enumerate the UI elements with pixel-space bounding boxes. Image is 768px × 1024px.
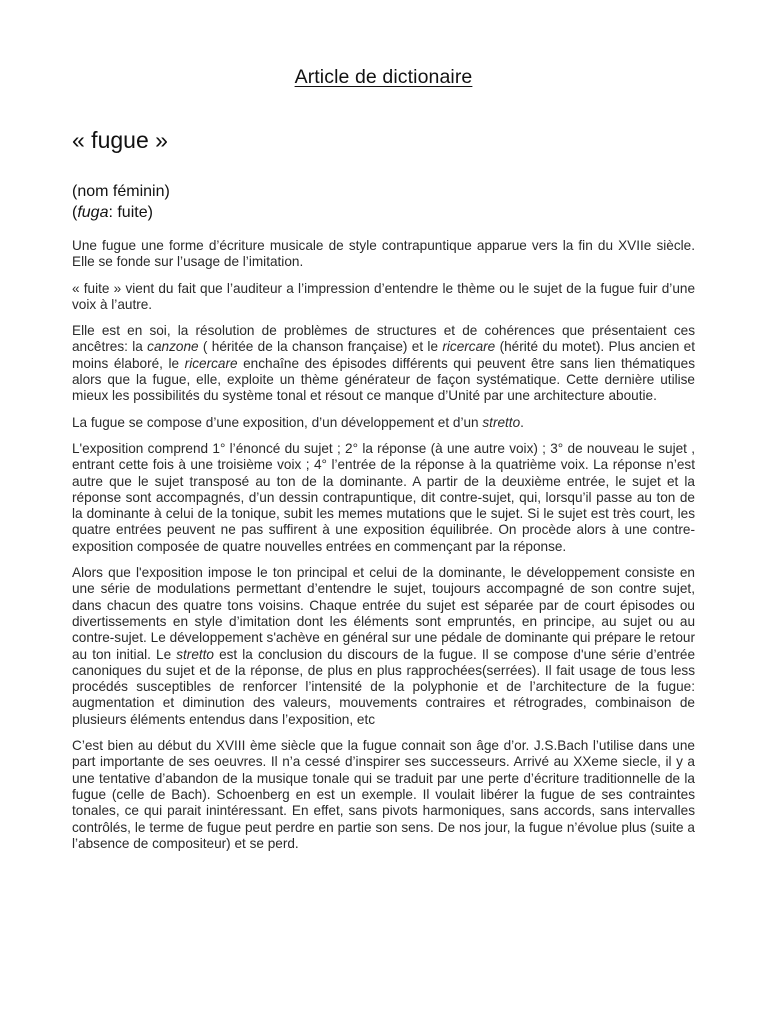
text-segment: (hérité du motet). Plus ancien et moins élaboré, le: [72, 339, 696, 371]
text-segment: .: [520, 414, 524, 430]
text-segment: (: [72, 204, 78, 221]
etymology: [72, 202, 695, 223]
text-segment: : fuite): [108, 204, 153, 221]
paragraph-structure: [72, 415, 695, 431]
paragraph-origins: [72, 323, 695, 404]
text-segment: Une fugue une forme d’écriture musicale de style contrapuntique apparue vers la fin du XVIIe siècle. Elle se fonde sur l’usage de l’imitation.: [72, 238, 695, 270]
text-segment: Elle est en soi, la résolution de problèmes de structures et de cohérences que présentaient ces ancêtres: la: [72, 323, 695, 355]
grammatical-category: (nom féminin): [72, 183, 170, 200]
italic-term: fuga: [77, 204, 109, 221]
paragraph-history: [72, 738, 695, 852]
paragraph-exposition: [72, 441, 695, 555]
italic-term: stretto: [176, 646, 214, 662]
italic-term: ricercare: [184, 355, 238, 371]
headword: « fugue »: [72, 127, 168, 153]
text-segment: est la conclusion du discours de la fugue. Il se compose d'une série d’entrée canoniques du sujet et de la réponse, de plus en plus rapprochées(serrées). Il fait usage de tous less procédés susceptibles de renforcer l’intensité de la polyphonie et de l’architecture de la fugue: augmentation et diminution des valeurs, mouvements contraires et rétrogrades, combinaison de plusieurs éléments entendus dans l’exposition, etc: [72, 646, 696, 727]
italic-term: ricercare: [442, 339, 496, 355]
dictionary-page: [72, 66, 695, 862]
text-segment: « fuite » vient du fait que l’auditeur a l’impression d’entendre le thème ou le sujet de la fugue fuir d’une voix à l’autre.: [72, 280, 695, 312]
italic-term: canzone: [147, 339, 199, 355]
text-segment: ( héritée de la chanson française) et le: [198, 339, 443, 355]
italic-term: stretto: [482, 414, 521, 430]
text-segment: enchaîne des épisodes différents qui peuvent être sans lien thématiques alors que la fugue, elle, exploite un thème générateur de façon systématique. Cette dernière utilise mieux les possibilités du système tonal et résout ce manque d’Unité par une architecture aboutie.: [72, 355, 696, 404]
text-segment: Alors que l'exposition impose le ton principal et celui de la dominante, le développement consiste en une série de modulations permettant d’entendre le sujet, toujours accompagné de son contre sujet, dans chacun des quatre tons voisins. Chaque entrée du sujet est séparée par de court épisodes ou divertissements en style d’imitation dont les éléments sont empruntés, en principe, au sujet ou au contre-sujet. Le développement s'achève en général sur une pédale de dominante qui prépare le retour au ton initial. Le: [72, 565, 695, 662]
paragraph-etymology-fuite: [72, 281, 695, 314]
document-title: Article de dictionaire: [294, 66, 473, 88]
text-segment: C’est bien au début du XVIII ème siècle que la fugue connait son âge d’or. J.S.Bach l’utilise dans une part importante de ses oeuvres. Il n’a cessé d’inspirer ses successeurs. Arrivé au XXeme siecle, il y a une tentative d’abandon de la musique tonale qui se traduit par une perte d’écriture traditionnelle de la fugue (celle de Bach). Schoenberg en est un exemple. Il voulait libérer la fugue de ses contraintes tonales, ce qui parait inintéressant. En effet, sans pivots harmoniques, sans accords, sans intervalles contrôlés, le terme de fugue peut perdre en partie son sens. De nos jour, la fugue n’évolue plus (suite a l’absence de compositeur) et se perd.: [72, 738, 695, 851]
text-segment: L'exposition comprend 1° l’énoncé du sujet ; 2° la réponse (à une autre voix) ; 3° de nouveau le sujet , entrant cette fois à une troisième voix ; 4° l’entrée de la réponse à la quatrième voix. La réponse n’est autre que le sujet transposé au ton de la dominante. A partir de la deuxième entrée, le sujet et la réponse sont accompagnés, d’un dessin contrapuntique, dit contre-sujet, qui, lorsqu’il passe au ton de la dominante à celui de la tonique, subit les memes mutations que le sujet. Si le sujet est très court, les quatre entrées peuvent ne pas suffirent à une exposition équilibrée. On procède alors à une contre-exposition composée de quatre nouvelles entrées en commençant par la réponse.: [72, 440, 695, 554]
paragraph-definition: [72, 238, 695, 271]
text-segment: La fugue se compose d’une exposition, d’un développement et d’un: [72, 414, 483, 430]
paragraph-development: [72, 565, 695, 728]
